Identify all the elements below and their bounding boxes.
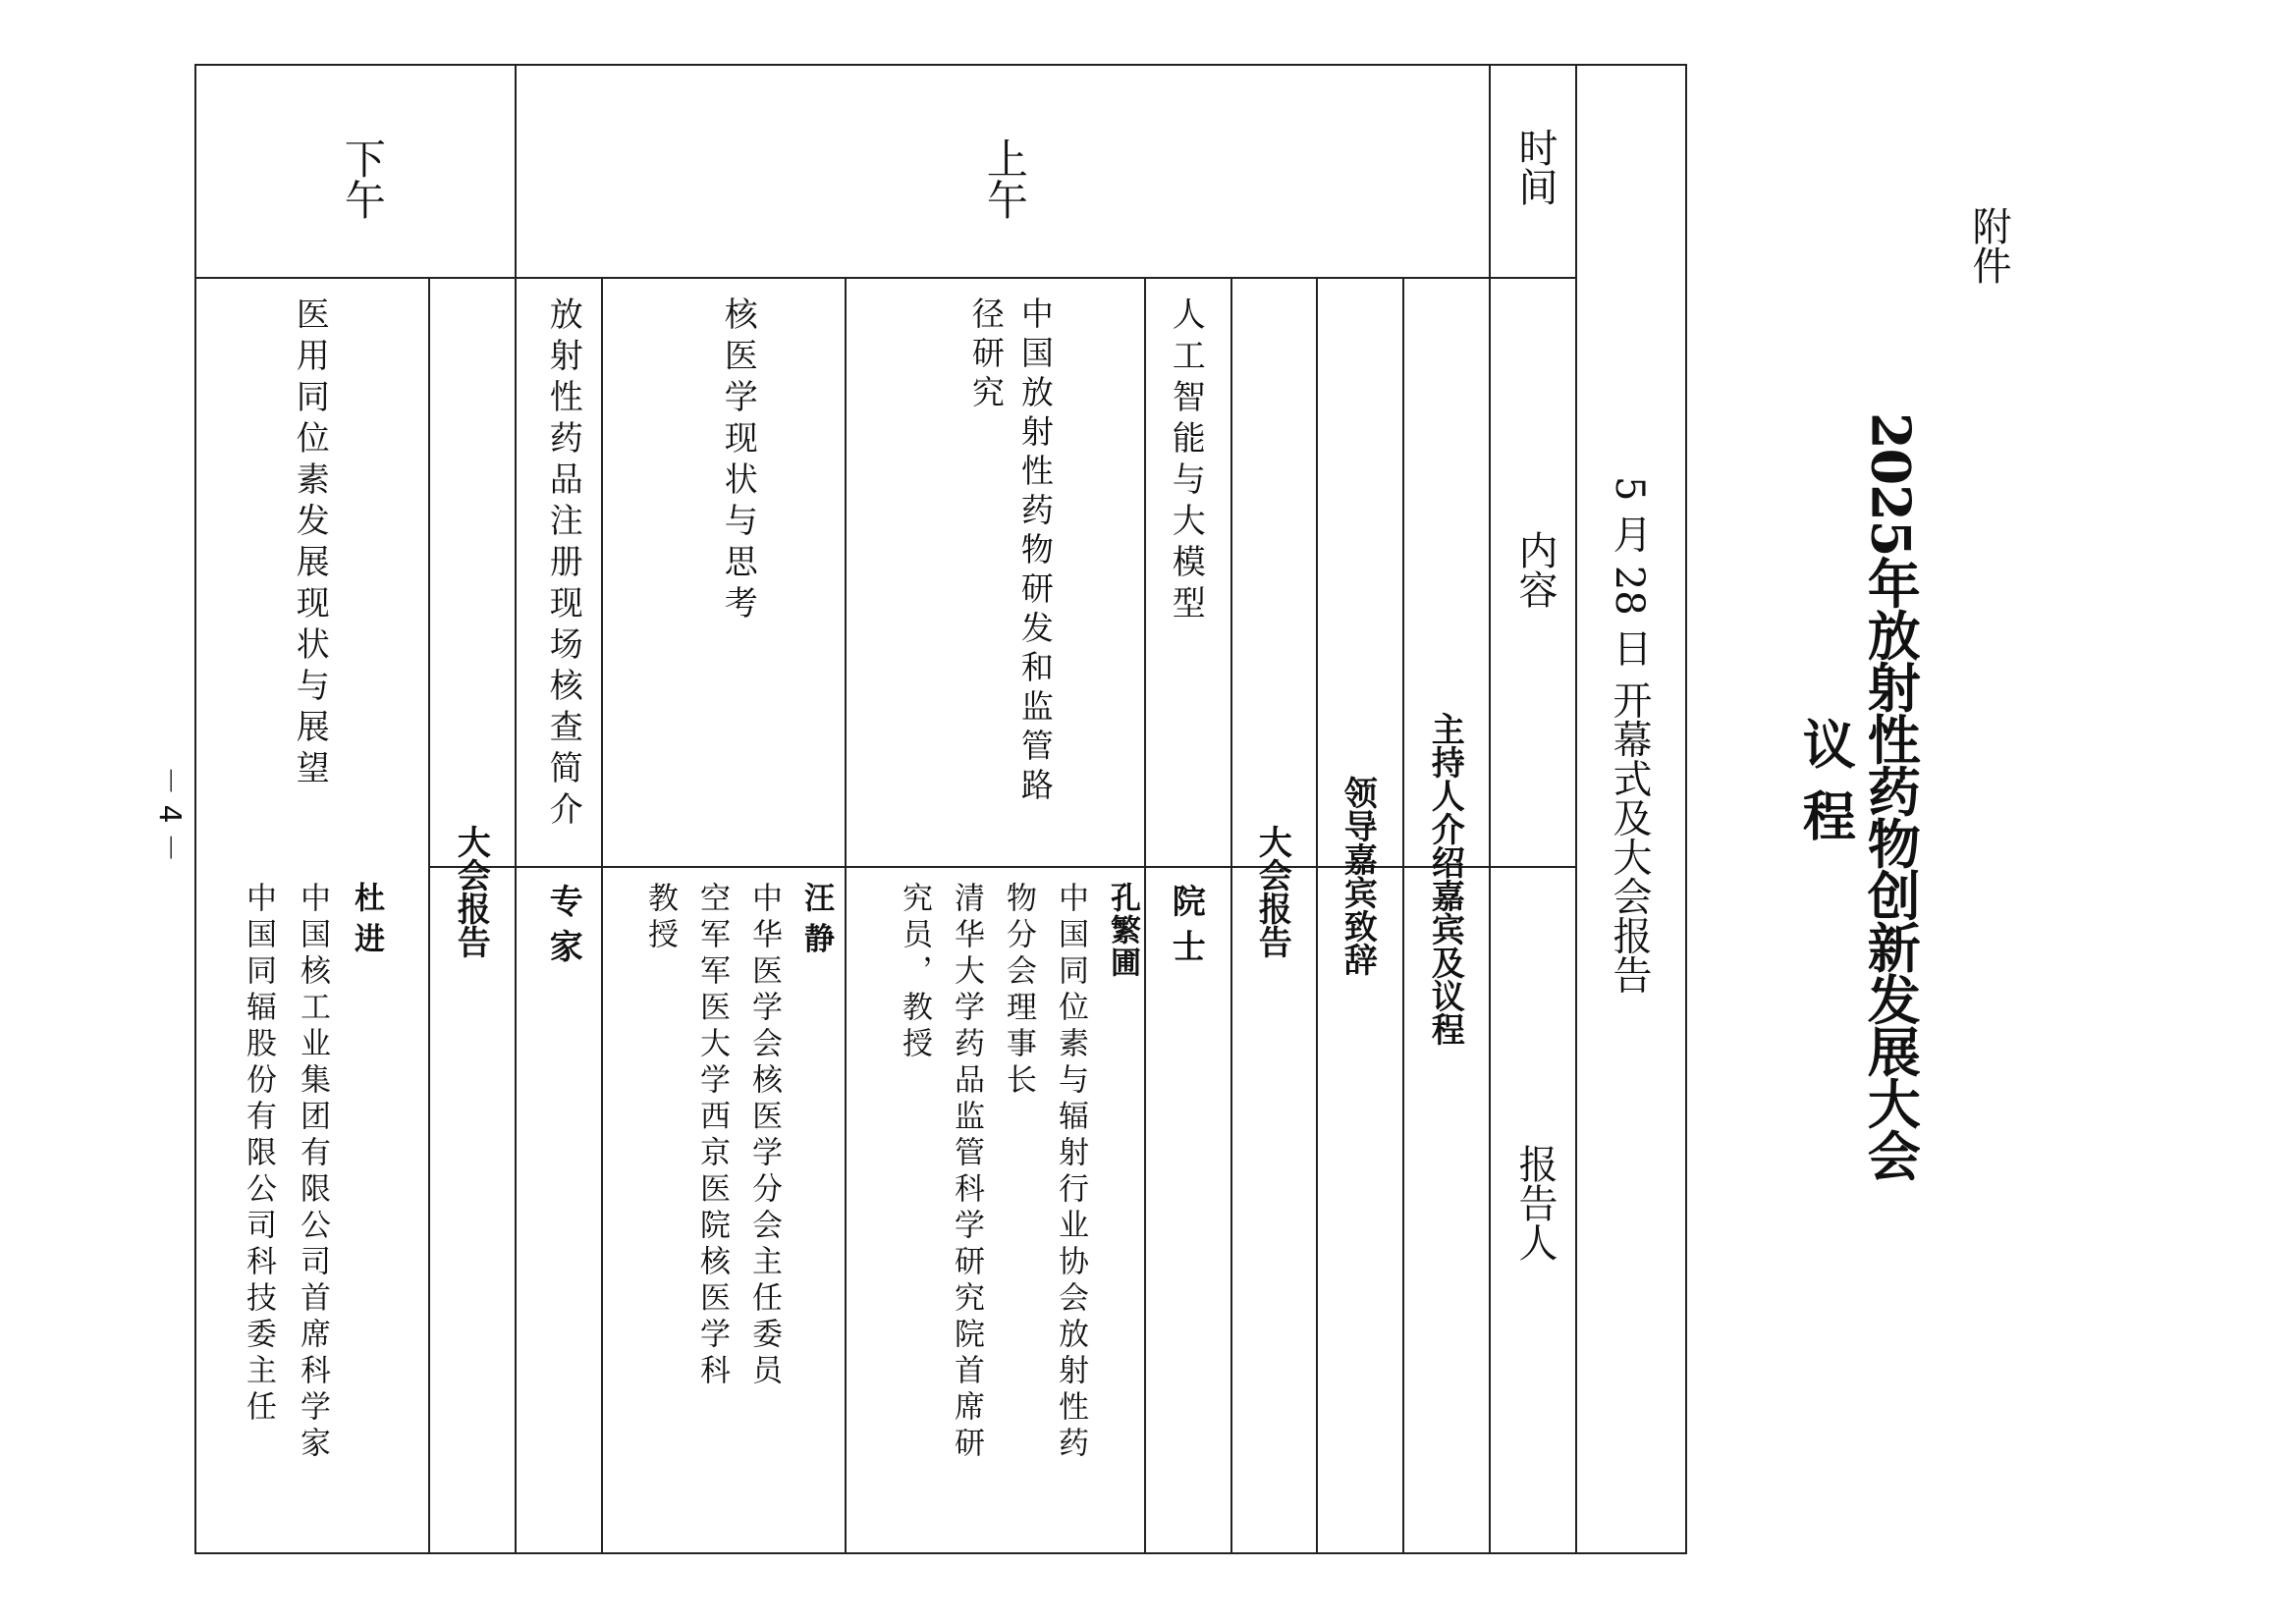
plenary-report-row: 大会报告 bbox=[1252, 825, 1292, 958]
talk-title-nuclear-medicine: 核医学现状与思考 bbox=[718, 297, 758, 626]
speaker-affiliation: 中国同辐股份有限公司科技委主任 bbox=[240, 882, 276, 1427]
speaker-affiliation: 中国同位素与辐射行业协会放射性药 bbox=[1052, 882, 1088, 1463]
leaders-speech-row: 领导嘉宾致辞 bbox=[1338, 776, 1378, 976]
speaker-name-kong: 孔繁圃 bbox=[1104, 882, 1140, 979]
talk-title-ai: 人工智能与大模型 bbox=[1166, 297, 1206, 626]
speaker-affiliation: 教授 bbox=[641, 882, 678, 954]
header-content: 内容 bbox=[1512, 530, 1558, 609]
talk-title-drug-regulation: 中国放射性药物研发和监管路 bbox=[1015, 297, 1055, 807]
speaker-affiliation: 中华医学会核医学分会主任委员 bbox=[745, 882, 782, 1390]
speaker-name-wang: 汪 静 bbox=[797, 882, 834, 953]
host-intro-row: 主持人介绍嘉宾及议程 bbox=[1425, 712, 1465, 1046]
speaker-affiliation: 清华大学药品监管科学研究院首席研 bbox=[948, 882, 984, 1463]
plenary-report-row-pm: 大会报告 bbox=[451, 825, 491, 958]
day-title: 5 月 28 日 开幕式及大会报告 bbox=[1607, 476, 1652, 995]
talk-title-isotope: 医用同位素发展现状与展望 bbox=[290, 297, 330, 791]
speaker-affiliation: 究员，教授 bbox=[896, 882, 932, 1063]
talk-title-drug-regulation-cont: 径研究 bbox=[966, 297, 1006, 414]
document-subtitle: 议 程 bbox=[1794, 717, 1858, 841]
speaker-academician: 院 士 bbox=[1166, 884, 1206, 962]
speaker-affiliation: 中国核工业集团有限公司首席科学家 bbox=[294, 882, 330, 1463]
speaker-name-du: 杜 进 bbox=[348, 882, 384, 953]
header-time: 时间 bbox=[1512, 128, 1558, 206]
morning-label: 上午 bbox=[980, 137, 1029, 220]
talk-title-registration: 放射性药品注册现场核查简介 bbox=[543, 297, 583, 833]
afternoon-label: 下午 bbox=[338, 137, 387, 220]
attachment-label: 附件 bbox=[1966, 206, 2011, 285]
speaker-affiliation: 物分会理事长 bbox=[1000, 882, 1036, 1100]
page-number: － 4 － bbox=[152, 766, 187, 863]
speaker-expert: 专 家 bbox=[543, 884, 583, 962]
header-speaker: 报告人 bbox=[1512, 1144, 1558, 1262]
speaker-affiliation: 空军军医大学西京医院核医学科 bbox=[693, 882, 730, 1390]
document-title: 2025年放射性药物创新发展大会 bbox=[1859, 412, 1923, 1181]
